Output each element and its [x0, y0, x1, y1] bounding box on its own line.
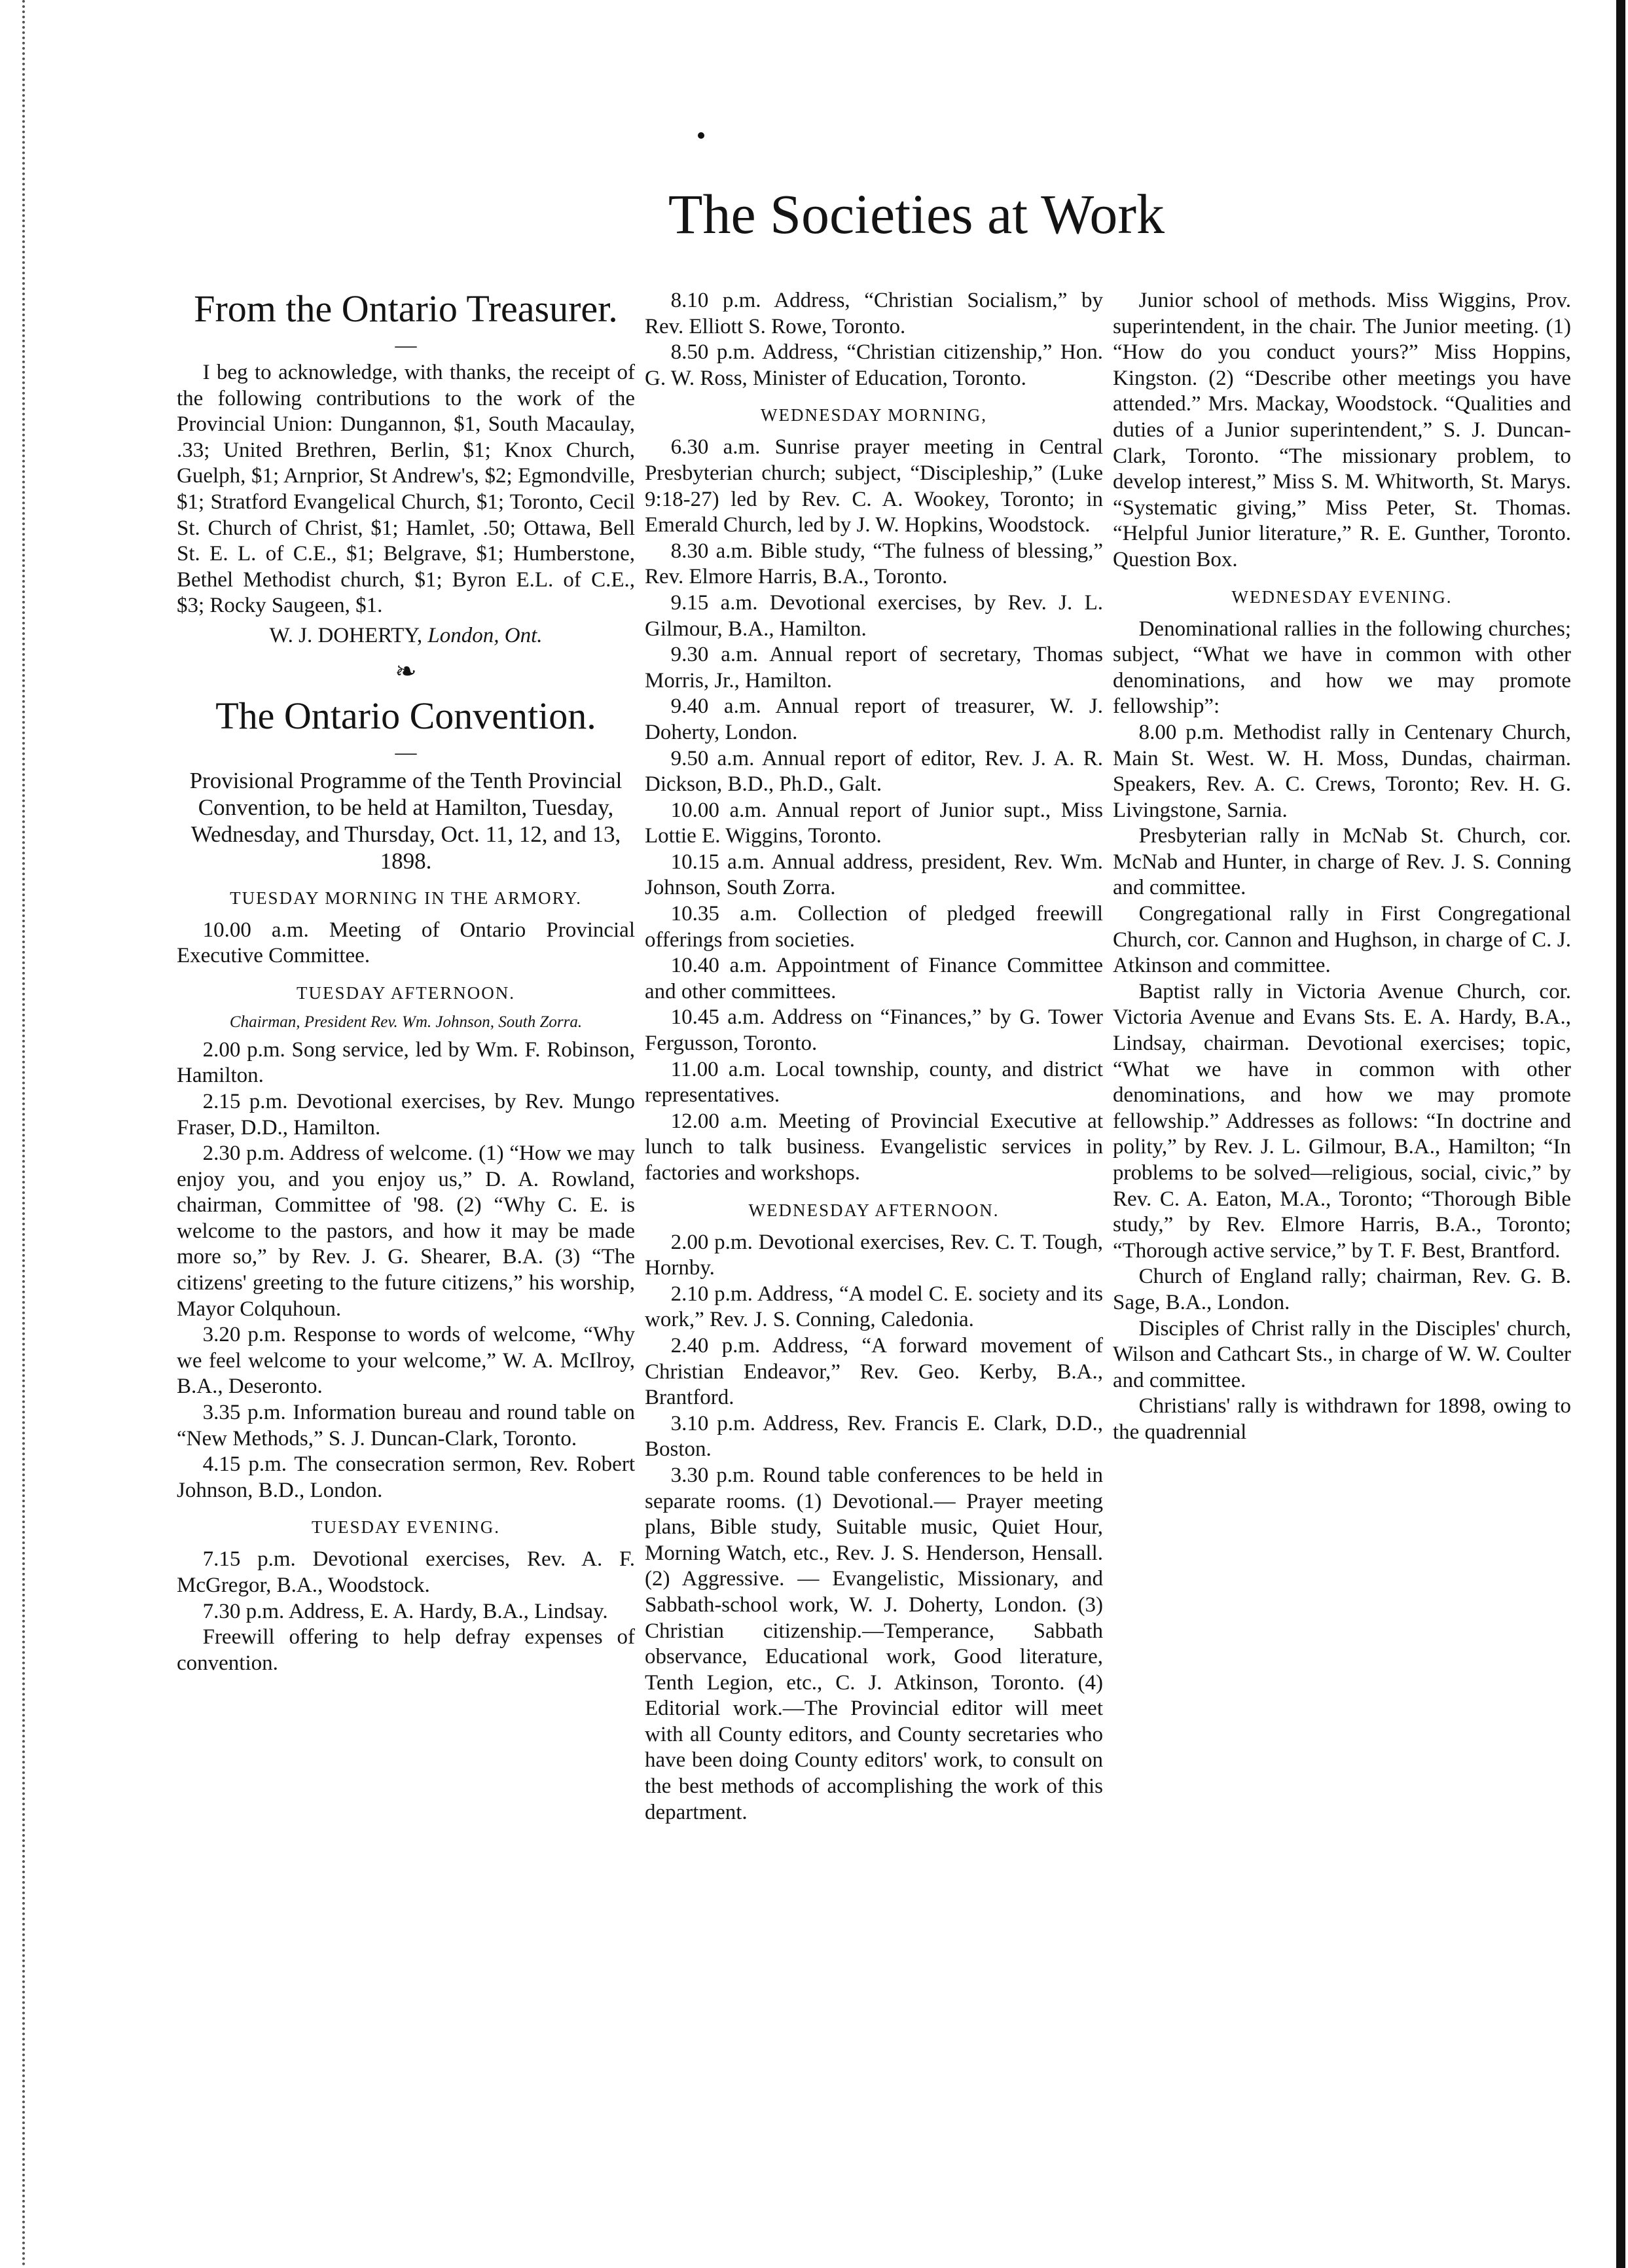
program-item: 7.30 p.m. Address, E. A. Hardy, B.A., Lindsay.: [202, 1599, 608, 1623]
program-item: 10.40 a.m. Appointment of Finance Committee and other committees.: [645, 954, 1103, 1003]
program-item: 3.35 p.m. Information bureau and round table on “New Methods,” S. J. Duncan-Clark, Toronto.: [177, 1401, 635, 1450]
page-title: The Societies at Work: [668, 183, 1165, 245]
printer-dot: [698, 132, 704, 139]
signature-place: London, Ont.: [427, 623, 543, 647]
program-item: Presbyterian rally in McNab St. Church, cor. McNab and Hunter, in charge of Rev. J. S. Conning and committee.: [1113, 824, 1571, 900]
section-wed-morning: WEDNESDAY MORNING,: [761, 405, 987, 425]
program-item: 2.10 p.m. Address, “A model C. E. society and its work,” Rev. J. S. Conning, Caledonia.: [645, 1282, 1103, 1332]
section-wed-evening: WEDNESDAY EVENING.: [1231, 586, 1453, 607]
program-item: Church of England rally; chairman, Rev. G. B. Sage, B.A., London.: [1113, 1265, 1571, 1314]
column-1: [177, 288, 635, 1676]
program-item: 8.30 a.m. Bible study, “The fulness of blessing,” Rev. Elmore Harris, B.A., Toronto.: [645, 539, 1103, 589]
program-item: 6.30 a.m. Sunrise prayer meeting in Central Presbyterian church; subject, “Discipleship,” (Luke 9:18-27) led by Rev. C. A. Wookey, Toronto; in Emerald Church, led by J. W. Hopkins, Woodstock.: [645, 435, 1103, 537]
convention-dash: —: [395, 740, 417, 765]
program-item: 2.00 p.m. Devotional exercises, Rev. C. T. Tough, Hornby.: [645, 1230, 1103, 1280]
program-item: 4.15 p.m. The consecration sermon, Rev. Robert Johnson, B.D., London.: [177, 1452, 635, 1502]
chairman-note: Chairman, President Rev. Wm. Johnson, South Zorra.: [229, 1013, 583, 1031]
program-item: Baptist rally in Victoria Avenue Church, cor. Victoria Avenue and Evans Sts. E. A. Hardy, B.A., Lindsay, chairman. Devotional exercises; topic, “What we have in common with other denominations, and how we may promote fellowship.” Addresses as follows: “In doctrine and polity,” by Rev. J. L. Gilmour, B.A., Hamilton; “In problems to be solved—religious, social, civic,” by Rev. C. A. Eaton, M.A., Toronto; “Thorough Bible study,” by Rev. Elmore Harris, B.A., Toronto; “Thorough active service,” by T. F. Best, Brantford.: [1113, 979, 1571, 1263]
program-item: 7.15 p.m. Devotional exercises, Rev. A. F. McGregor, B.A., Woodstock.: [177, 1547, 635, 1597]
program-item: 10.00 a.m. Annual report of Junior supt., Miss Lottie E. Wiggins, Toronto.: [645, 798, 1103, 848]
program-item: 8.50 p.m. Address, “Christian citizenship,” Hon. G. W. Ross, Minister of Education, Toronto.: [645, 340, 1103, 390]
program-item: 2.00 p.m. Song service, led by Wm. F. Robinson, Hamilton.: [177, 1037, 635, 1088]
program-item: 2.15 p.m. Devotional exercises, by Rev. Mungo Fraser, D.D., Hamilton.: [177, 1089, 635, 1140]
program-item: 9.50 a.m. Annual report of editor, Rev. J. A. R. Dickson, B.D., Ph.D., Galt.: [645, 746, 1103, 797]
program-item: 8.00 p.m. Methodist rally in Centenary Church, Main St. West. W. H. Moss, Dundas, chairman. Speakers, Rev. A. C. Crews, Toronto; Rev. H. G. Livingstone, Sarnia.: [1113, 720, 1571, 822]
program-item: Congregational rally in First Congregational Church, cor. Cannon and Hughson, in charge of C. J. Atkinson and committee.: [1113, 902, 1571, 978]
section-tue-morning: TUESDAY MORNING IN THE ARMORY.: [230, 888, 582, 908]
program-item: 3.10 p.m. Address, Rev. Francis E. Clark, D.D., Boston.: [645, 1411, 1103, 1462]
program-item: 2.30 p.m. Address of welcome. (1) “How we may enjoy you, and you enjoy us,” D. A. Rowland, chairman, Committee of '98. (2) “Why C. E. is welcome to the pastors, and how it may be made more so,” by Rev. J. G. Shearer, B.A. (3) “The citizens' greeting to the future citizens,” his worship, Mayor Colquhoun.: [177, 1142, 635, 1321]
program-item: 10.15 a.m. Annual address, president, Rev. Wm. Johnson, South Zorra.: [645, 850, 1103, 900]
program-item: 11.00 a.m. Local township, county, and district representatives.: [645, 1057, 1103, 1107]
program-item: Christians' rally is withdrawn for 1898, owing to the quadrennial: [1113, 1394, 1571, 1444]
convention-heading: The Ontario Convention.: [215, 694, 596, 737]
program-item: Junior school of methods. Miss Wiggins, Prov. superintendent, in the chair. The Junior meeting. (1) “How do you conduct yours?” Miss Hoppins, Kingston. (2) “Describe other meetings you have attended.” Mrs. Mackay, Woodstock. “Qualities and duties of a Junior superintendent,” S. J. Duncan-Clark, Toronto. “The missionary problem, to develop interest,” Miss S. M. Whitworth, St. Marys. “Systematic giving,” Miss Peter, St. Thomas. “Helpful Junior literature,” R. E. Gunther, Toronto. Question Box.: [1113, 289, 1571, 571]
section-tue-afternoon: TUESDAY AFTERNOON.: [296, 982, 516, 1003]
programme-title: Provisional Programme of the Tenth Provincial Convention, to be held at Hamilton, Tuesday, Wednesday, and Thursday, Oct. 11, 12, and 13, 1898.: [189, 767, 623, 874]
program-item: 9.40 a.m. Annual report of treasurer, W. J. Doherty, London.: [645, 694, 1103, 744]
program-item: 9.30 a.m. Annual report of secretary, Thomas Morris, Jr., Hamilton.: [645, 643, 1103, 693]
treasurer-body: I beg to acknowledge, with thanks, the receipt of the following contributions to the work of the Provincial Union: Dungannon, $1, South Macaulay, .33; United Brethren, Berlin, $1; Knox Church, Guelph, $1; Arnprior, St Andrew's, $2; Egmondville, $1; Stratford Evangelical Church, $1; Toronto, Cecil St. Church of Christ, $1; Hamlet, .50; Ottawa, Bell St. E. L. of C.E., $1; Belgrave, $1; Humberstone, Bethel Methodist church, $1; Byron E.L. of C.E., $3; Rocky Saugeen, $1.: [177, 361, 635, 618]
program-item: 3.30 p.m. Round table conferences to be held in separate rooms. (1) Devotional.— Prayer meeting plans, Bible study, Suitable music, Quiet Hour, Morning Watch, etc., Rev. J. S. Henderson, Hensall. (2) Aggressive. — Evangelistic, Missionary, and Sabbath-school work, W. J. Doherty, London. (3) Christian citizenship.—Temperance, Sabbath observance, Educational work, Good literature, Tenth Legion, etc., C. J. Atkinson, Toronto. (4) Editorial work.—The Provincial editor will meet with all County editors, and County secretaries who have been doing County editors' work, to consult on the best methods of accomplishing the work of this department.: [645, 1463, 1103, 1824]
program-item: 9.15 a.m. Devotional exercises, by Rev. J. L. Gilmour, B.A., Hamilton.: [645, 590, 1103, 641]
column-2: [645, 288, 1103, 1826]
section-wed-afternoon: WEDNESDAY AFTERNOON.: [748, 1200, 1000, 1220]
program-item: 8.10 p.m. Address, “Christian Socialism,” by Rev. Elliott S. Rowe, Toronto.: [645, 289, 1103, 338]
program-item: Disciples of Christ rally in the Disciples' church, Wilson and Cathcart Sts., in charge of W. W. Coulter and committee.: [1113, 1316, 1571, 1392]
treasurer-signature: [177, 623, 635, 649]
program-item: Freewill offering to help defray expenses of convention.: [177, 1625, 635, 1675]
program-item: 3.20 p.m. Response to words of welcome, “Why we feel welcome to your welcome,” W. A. McIlroy, B.A., Deseronto.: [177, 1323, 635, 1399]
program-item: 2.40 p.m. Address, “A forward movement of Christian Endeavor,” Rev. Geo. Kerby, B.A., Brantford.: [645, 1333, 1103, 1410]
ornament-icon: ❧: [395, 656, 417, 686]
column-3: [1113, 288, 1571, 1446]
program-item: 12.00 a.m. Meeting of Provincial Executive at lunch to talk business. Evangelistic services in factories and workshops.: [645, 1109, 1103, 1185]
page-edge-left: [0, 0, 25, 2268]
program-item: Denominational rallies in the following churches; subject, “What we have in common with other denominations, and how we may promote fellowship”:: [1113, 617, 1571, 719]
program-item: 10.35 a.m. Collection of pledged freewill offerings from societies.: [645, 902, 1103, 952]
program-item: 10.45 a.m. Address on “Finances,” by G. Tower Fergusson, Toronto.: [645, 1005, 1103, 1056]
signature-name: W. J. DOHERTY,: [269, 623, 423, 647]
treasurer-heading: From the Ontario Treasurer.: [194, 287, 618, 330]
program-item: 10.00 a.m. Meeting of Ontario Provincial Executive Committee.: [177, 918, 635, 968]
section-tue-evening: TUESDAY EVENING.: [312, 1517, 500, 1538]
treasurer-dash: —: [395, 334, 417, 357]
page-edge-right: [1611, 0, 1628, 2268]
